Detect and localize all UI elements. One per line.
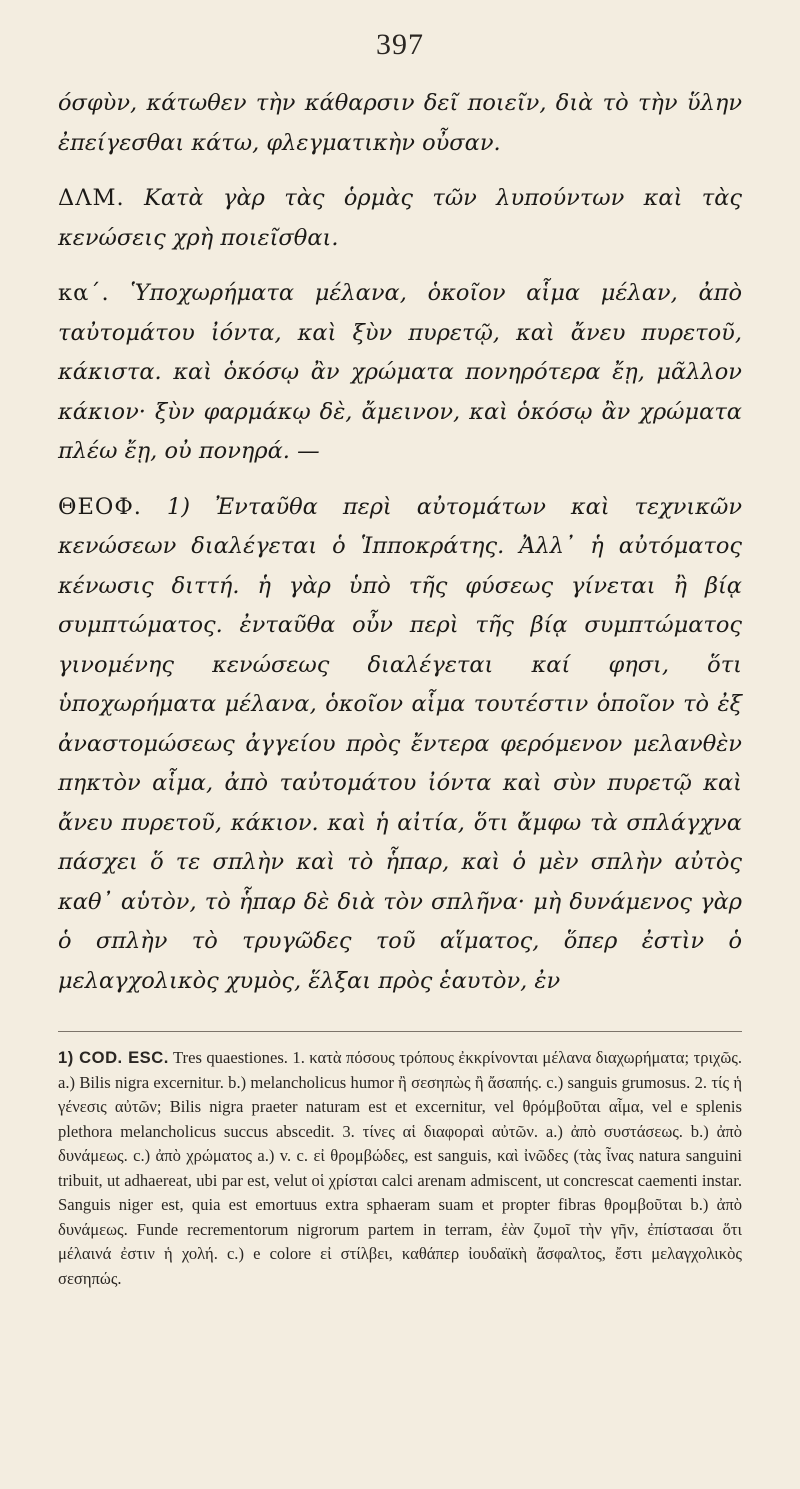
- paragraph-text: Κατὰ γὰρ τὰς ὁρμὰς τῶν λυπούντων καὶ τὰς κενώσεις χρὴ ποιεῖσθαι.: [58, 185, 742, 251]
- footnote-divider: [58, 1031, 742, 1032]
- commentator-label: ΘΕΟΦ.: [58, 493, 142, 520]
- paragraph-text: 1) Ἐνταῦθα περὶ αὐτομάτων καὶ τεχνικῶν κενώσεων διαλέγεται ὁ Ἱπποκράτης. Ἀλλ᾽ ἡ αὐτόματος κένωσις διττή. ἡ γὰρ ὑπὸ τῆς φύσεως γίνεται ἢ βίᾳ συμπτώματος. ἐνταῦθα οὖν περὶ τῆς βίᾳ συμπτώματος γινομένης κενώσεως διαλέγεται καί φησι, ὅτι ὑποχωρήματα μέλανα, ὁκοῖον αἷμα τουτέστιν ὁποῖον τὸ ἐξ ἀναστομώσεως ἀγγείου πρὸς ἔντερα φερόμενον μελανθὲν πηκτὸν αἷμα, ἀπὸ ταὐτομάτου ἰόντα καὶ σὺν πυρετῷ καὶ ἄνευ πυρετοῦ, κάκιον. καὶ ἡ αἰτία, ὅτι ἄμφω τὰ σπλάγχνα πάσχει ὅ τε σπλὴν καὶ τὸ ἧπαρ, καὶ ὁ μὲν σπλὴν αὐτὸς καθ᾽ αὑτὸν, τὸ ἧπαρ δὲ διὰ τὸν σπλῆνα· μὴ δυνάμενος γὰρ ὁ σπλὴν τὸ τρυγῶδες τοῦ αἵματος, ὅπερ ἐστὶν ὁ μελαγχολικὸς χυμὸς, ἕλξαι πρὸς ἑαυτὸν, ἐν: [58, 493, 742, 994]
- main-text: [58, 84, 742, 1001]
- aphorism-label: ΔΛΜ.: [58, 185, 125, 211]
- paragraph-text: όσφὺν, κάτωθεν τὴν κάθαρσιν δεῖ ποιεῖν, διὰ τὸ τὴν ὕλην ἐπείγεσθαι κάτω, φλεγματικὴν οὖσαν.: [58, 90, 742, 156]
- paragraph-text: Ὑποχωρήματα μέλανα, ὁκοῖον αἷμα μέλαν, ἀπὸ ταὐτομάτου ἰόντα, καὶ ξὺν πυρετῷ, καὶ ἄνευ πυρετοῦ, κάκιστα. καὶ ὁκόσῳ ἂν χρώματα πονηρότερα ἔῃ, μᾶλλον κάκιον· ξὺν φαρμάκῳ δὲ, ἄμεινον, καὶ ὁκόσῳ ἂν χρώματα πλέω ἔῃ, οὐ πονηρά. —: [58, 280, 742, 464]
- page-number: 397: [376, 28, 424, 61]
- aphorism-number: κα΄.: [58, 280, 110, 306]
- paragraph-commentary: [58, 488, 742, 1002]
- paragraph-aphorism-21: [58, 274, 742, 472]
- footnote: [58, 1046, 742, 1291]
- paragraph-aphorism: [58, 179, 742, 258]
- footnote-label: 1) COD. ESC.: [58, 1048, 169, 1067]
- footnote-text: Tres quaestiones. 1. κατὰ πόσους τρόπους ἐκκρίνονται μέλανα διαχωρήματα; τριχῶς. a.) Bilis nigra excernitur. b.) melancholicus humor ἢ σεσηπὼς ἢ ἄσαπής. c.) sanguis grumosus. 2. τίς ἡ γένεσις αὐτῶν; Bilis nigra praeter naturam est et excernitur, vel θρόμβοῦται αἷμα, vel e splenis plethora melancholicus succus abscedit. 3. τίνες αἱ διαφοραὶ αὐτῶν. a.) ἀπὸ συστάσεως. b.) ἀπὸ δυνάμεως. c.) ἀπὸ χρώματος a.) v. c. εἰ θρομβώδες, est sanguis, καὶ ἰνῶδες (τὰς ἶνας natura sanguini tribuit, ut adhaereat, ubi par est, velut οἱ χρίσται calci arenam admiscent, ut concrescat caementi instar. Sanguis niger est, quia est emortuus extra sphaeram suam et propter fibras θρομβοῦται b.) ἀπὸ δυνάμεως. Funde recrementorum nigrorum partem in terram, ἐὰν ζυμοῖ τὴν γῆν, ἐπίστασαι ὅτι μέλαινά ἐστιν ἡ χολή. c.) e colore εἰ στίλβει, καθάπερ ἰουδαϊκὴ ἄσφαλτος, ἔστι μελαγχολικὸς σεσηπώς.: [58, 1048, 742, 1288]
- paragraph-continuation: [58, 84, 742, 163]
